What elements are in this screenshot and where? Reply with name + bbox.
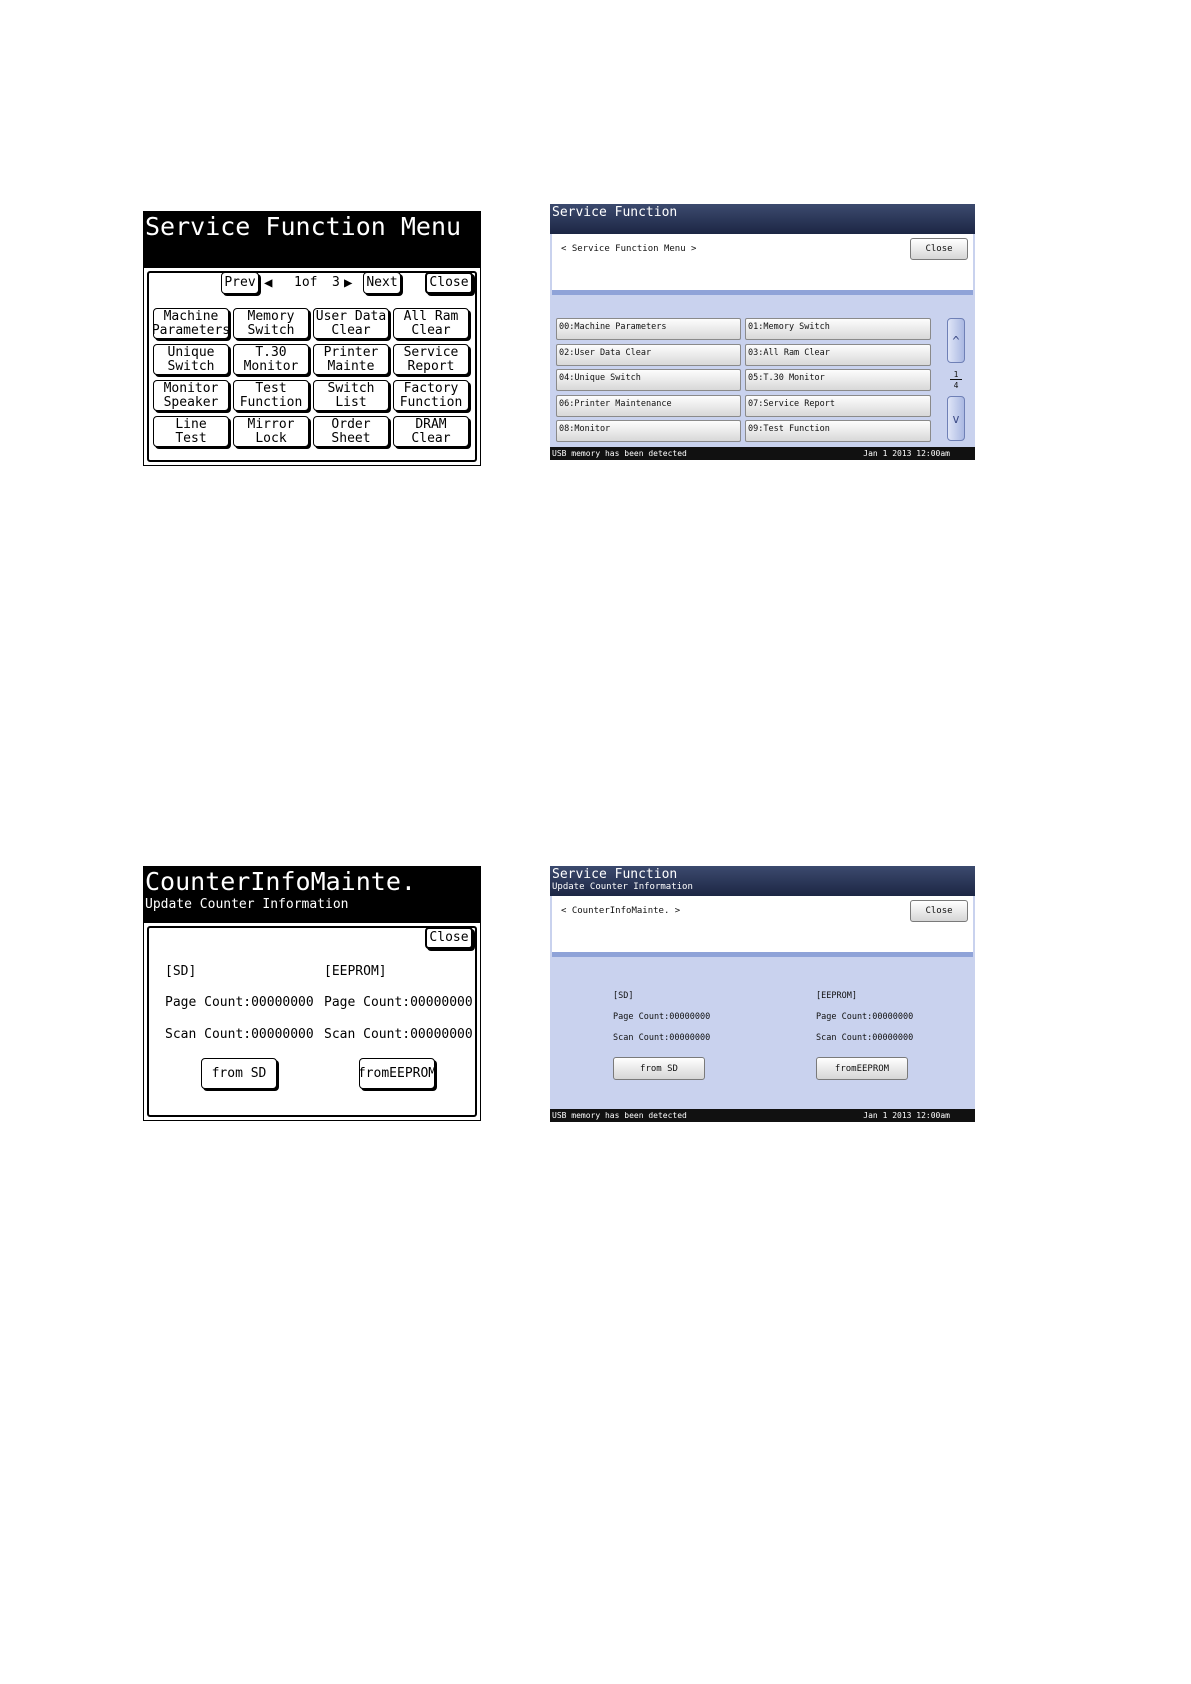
screen-header xyxy=(144,212,480,268)
status-datetime: Jan 1 2013 12:00am xyxy=(863,449,950,458)
scroll-down-button[interactable] xyxy=(947,396,965,441)
test-function-button[interactable]: Test Function xyxy=(233,380,309,411)
next-button[interactable]: Next xyxy=(363,272,401,294)
header-panel xyxy=(552,234,973,295)
all-ram-clear-button[interactable]: All Ram Clear xyxy=(393,308,469,339)
close-button[interactable]: Close xyxy=(425,927,473,949)
header-panel xyxy=(552,896,973,957)
eeprom-page-count: Page Count:00000000 xyxy=(816,1012,914,1022)
chevron-down-icon: v xyxy=(952,411,960,426)
menu-item-memory-switch[interactable]: 01:Memory Switch xyxy=(745,318,931,340)
screen-header xyxy=(144,867,480,923)
menu-item-unique-switch[interactable]: 04:Unique Switch xyxy=(556,369,741,391)
menu-item-all-ram-clear[interactable]: 03:All Ram Clear xyxy=(745,344,931,366)
printer-mainte-button[interactable]: Printer Mainte xyxy=(313,344,389,375)
eeprom-page-count: Page Count:00000000 xyxy=(324,995,473,1010)
monitor-speaker-button[interactable]: Monitor Speaker xyxy=(153,380,229,411)
menu-item-printer-maintenance[interactable]: 06:Printer Maintenance xyxy=(556,395,741,417)
close-button[interactable]: Close xyxy=(910,238,968,260)
unique-switch-button[interactable]: Unique Switch xyxy=(153,344,229,375)
dram-clear-button[interactable]: DRAM Clear xyxy=(393,416,469,447)
breadcrumb: < CounterInfoMainte. > xyxy=(561,906,681,916)
status-message: USB memory has been detected xyxy=(552,1111,687,1120)
machine-parameters-button[interactable]: Machine Parameters xyxy=(151,308,231,338)
menu-item-t30-monitor[interactable]: 05:T.30 Monitor xyxy=(745,369,931,391)
memory-switch-button[interactable]: Memory Switch xyxy=(233,308,309,339)
screen-subtitle: Update Counter Information xyxy=(145,897,349,912)
close-button[interactable]: Close xyxy=(425,272,473,294)
breadcrumb: < Service Function Menu > xyxy=(561,244,697,254)
prev-button[interactable]: Prev xyxy=(221,272,259,294)
from-sd-button[interactable]: from SD xyxy=(613,1057,705,1080)
screen-title: Service Function xyxy=(552,205,678,220)
counter-info-mono-screen xyxy=(143,866,481,1121)
counter-info-color-screen xyxy=(550,866,975,1122)
close-button[interactable]: Close xyxy=(910,900,968,922)
page-current: 1 xyxy=(950,370,962,380)
title-bar xyxy=(550,204,975,234)
eeprom-scan-count: Scan Count:00000000 xyxy=(816,1033,914,1043)
service-report-button[interactable]: Service Report xyxy=(393,344,469,375)
eeprom-label: [EEPROM] xyxy=(816,991,857,1001)
screen-title: CounterInfoMainte. xyxy=(145,867,416,896)
screen-subtitle: Update Counter Information xyxy=(552,882,693,892)
sd-page-count: Page Count:00000000 xyxy=(165,995,314,1010)
page-indicator: 1of xyxy=(294,275,318,290)
status-bar xyxy=(550,447,975,460)
sd-page-count: Page Count:00000000 xyxy=(613,1012,711,1022)
eeprom-label: [EEPROM] xyxy=(324,964,387,979)
service-menu-mono-screen xyxy=(143,211,481,466)
status-bar xyxy=(550,1109,975,1122)
menu-item-test-function[interactable]: 09:Test Function xyxy=(745,420,931,442)
title-bar xyxy=(550,866,975,896)
menu-item-user-data-clear[interactable]: 02:User Data Clear xyxy=(556,344,741,366)
scroll-up-button[interactable] xyxy=(947,318,965,363)
page-total: 3 xyxy=(332,275,340,290)
menu-item-monitor[interactable]: 08:Monitor xyxy=(556,420,741,442)
status-datetime: Jan 1 2013 12:00am xyxy=(863,1111,950,1120)
from-sd-button[interactable]: from SD xyxy=(201,1058,277,1089)
from-eeprom-button[interactable]: fromEEPROM xyxy=(359,1058,435,1089)
menu-item-service-report[interactable]: 07:Service Report xyxy=(745,395,931,417)
t30-monitor-button[interactable]: T.30 Monitor xyxy=(233,344,309,375)
switch-list-button[interactable]: Switch List xyxy=(313,380,389,411)
page-total: 4 xyxy=(953,381,959,390)
order-sheet-button[interactable]: Order Sheet xyxy=(313,416,389,447)
right-arrow-icon: ▶ xyxy=(344,275,353,291)
screen-title: Service Function xyxy=(552,867,678,882)
status-message: USB memory has been detected xyxy=(552,449,687,458)
mirror-lock-button[interactable]: Mirror Lock xyxy=(233,416,309,447)
left-arrow-icon: ◀ xyxy=(264,275,273,291)
sd-scan-count: Scan Count:00000000 xyxy=(165,1027,314,1042)
menu-item-machine-parameters[interactable]: 00:Machine Parameters xyxy=(556,318,741,340)
sd-label: [SD] xyxy=(613,991,634,1001)
user-data-clear-button[interactable]: User Data Clear xyxy=(313,308,389,339)
from-eeprom-button[interactable]: fromEEPROM xyxy=(816,1057,908,1080)
chevron-up-icon: ^ xyxy=(952,333,960,348)
service-function-color-screen xyxy=(550,204,975,460)
eeprom-scan-count: Scan Count:00000000 xyxy=(324,1027,473,1042)
sd-label: [SD] xyxy=(165,964,197,979)
line-test-button[interactable]: Line Test xyxy=(153,416,229,447)
screen-title: Service Function Menu xyxy=(145,212,462,241)
sd-scan-count: Scan Count:00000000 xyxy=(613,1033,711,1043)
factory-function-button[interactable]: Factory Function xyxy=(393,380,469,411)
